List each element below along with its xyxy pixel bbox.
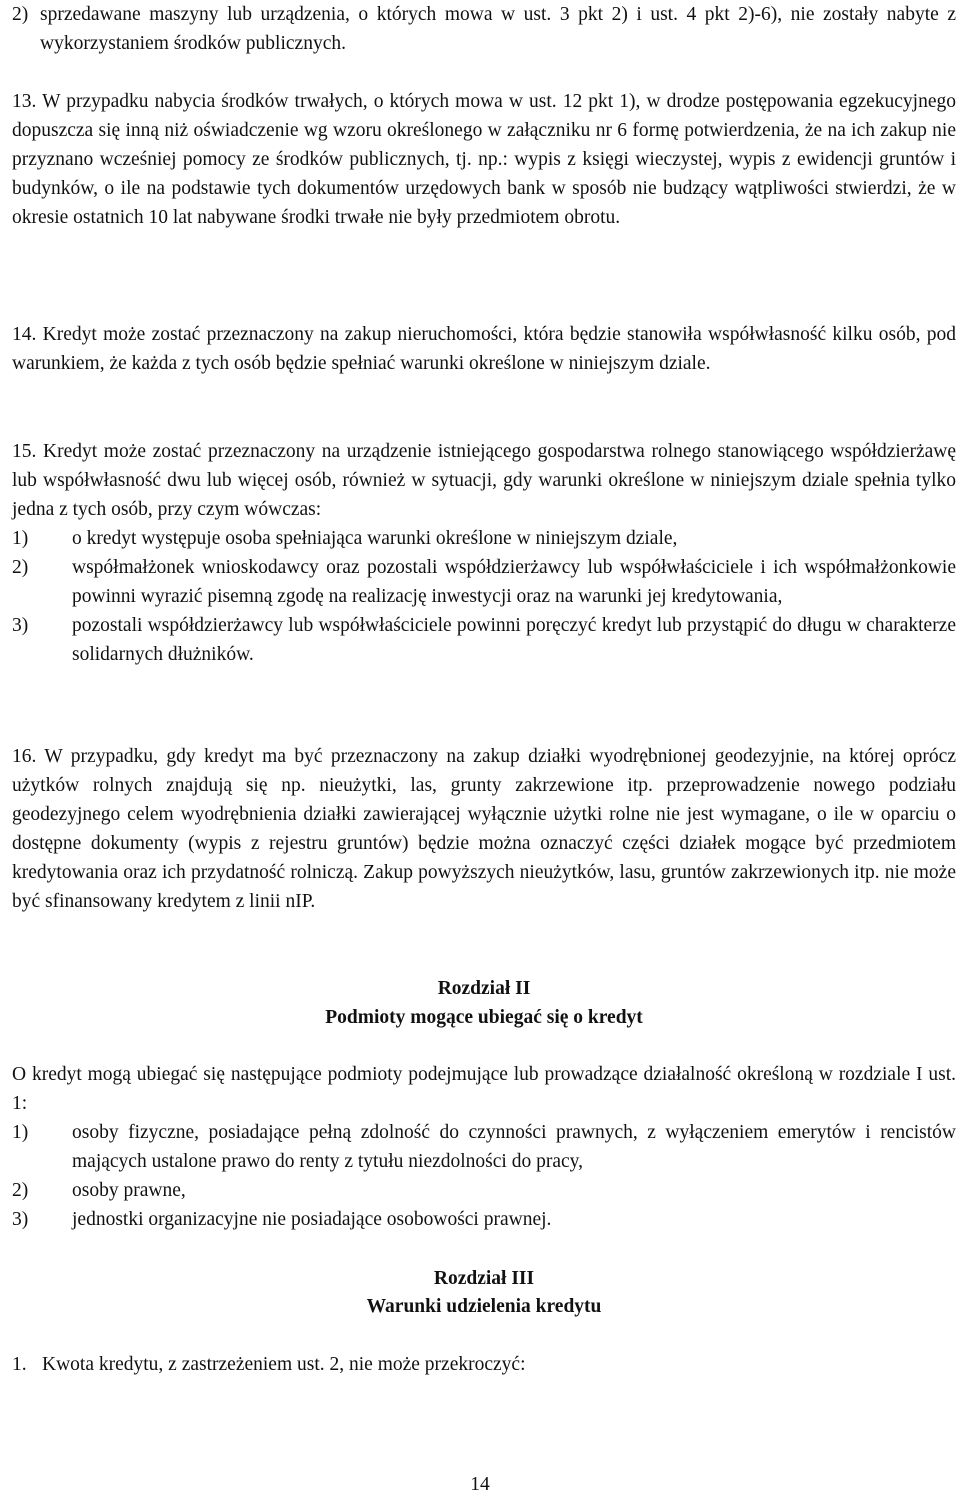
list-number: 1. [12, 1354, 27, 1375]
chapter-2-subtitle: Podmioty mogące ubiegać się o kredyt [325, 1007, 643, 1028]
list-text: osoby fizyczne, posiadające pełną zdolność do czynności prawnych, z wyłączeniem emerytów i rencistów mających ustalone prawo do renty z tytułu niezdolności do pracy, [72, 1122, 956, 1172]
chapter-2-intro: O kredyt mogą ubiegać się następujące podmioty podejmujące lub prowadzące działalność określoną w rozdziale I ust. 1: [12, 1064, 956, 1114]
paragraph-16 [12, 742, 956, 916]
list-text: o kredyt występuje osoba spełniająca warunki określone w niniejszym dziale, [72, 528, 678, 549]
list-item [12, 524, 956, 553]
chapter-2-body [12, 1060, 956, 1234]
paragraph-number: 16. [12, 746, 37, 767]
paragraph-13 [12, 87, 956, 232]
paragraph-16-text [12, 742, 956, 916]
paragraph-14-text [12, 320, 956, 378]
list-number: 2) [12, 557, 29, 578]
chapter-3-subtitle: Warunki udzielenia kredytu [366, 1296, 602, 1317]
list-number: 2) [12, 4, 29, 25]
paragraph-14 [12, 320, 956, 378]
list-item [12, 611, 956, 669]
continued-list-item [12, 0, 956, 58]
paragraph-body: Kredyt może zostać przeznaczony na zakup nieruchomości, która będzie stanowiła współwłasność kilku osób, pod warunkiem, że każda z tych osób będzie spełniać warunki określone w niniejszym dziale. [12, 324, 956, 374]
list-number: 1) [12, 1122, 29, 1143]
list-text: sprzedawane maszyny lub urządzenia, o których mowa w ust. 3 pkt 2) i ust. 4 pkt 2)-6), nie zostały nabyte z wykorzystaniem środków publicznych. [40, 4, 956, 54]
list-item [12, 1118, 956, 1176]
list-text: Kwota kredytu, z zastrzeżeniem ust. 2, nie może przekroczyć: [42, 1354, 526, 1375]
list-item [12, 553, 956, 611]
paragraph-15 [12, 437, 956, 669]
list-number: 3) [12, 1209, 29, 1230]
paragraph-number: 15. [12, 441, 37, 462]
paragraph-body: W przypadku, gdy kredyt ma być przeznaczony na zakup działki wyodrębnionej geodezyjnie, na której oprócz użytków rolnych znajdują się np. nieużytki, las, grunty zakrzewione itp. przeprowadzenie nowego podziału geodezyjnego celem wyodrębnienia działki zawierającej wyłącznie użytki rolne nie jest wymagane, o ile w oparciu o dostępne dokumenty (wypis z rejestru gruntów) będzie można oznaczyć części działek mogące być przedmiotem kredytowania oraz ich przydatność rolniczą. Zakup powyższych nieużytków, lasu, gruntów zakrzewionych itp. nie może być sfinansowany kredytem z linii nIP. [12, 746, 956, 912]
list-text: osoby prawne, [72, 1180, 186, 1201]
chapter-2-title: Rozdział II [437, 978, 531, 999]
page-number: 14 [470, 1474, 490, 1495]
list-number: 1) [12, 528, 29, 549]
list-item [12, 1205, 956, 1234]
list-number: 3) [12, 615, 29, 636]
paragraph-body: W przypadku nabycia środków trwałych, o których mowa w ust. 12 pkt 1), w drodze postępowania egzekucyjnego dopuszcza się inną niż oświadczenie wg wzoru określonego w załączniku nr 6 formę potwierdzenia, że na ich zakup nie przyznano wcześniej pomocy ze środków publicznych, tj. np.: wypis z księgi wieczystej, wypis z ewidencji gruntów i budynków, o ile na podstawie tych dokumentów urzędowych bank w sposób nie budzący wątpliwości stwierdzi, że w okresie ostatnich 10 lat nabywane środki trwałe nie były przedmiotem obrotu. [12, 91, 956, 228]
chapter-3-first-item [12, 1350, 956, 1379]
paragraph-number: 13. [12, 91, 37, 112]
list-item [12, 1176, 956, 1205]
list-number: 2) [12, 1180, 29, 1201]
list-text: jednostki organizacyjne nie posiadające osobowości prawnej. [72, 1209, 552, 1230]
paragraph-15-text [12, 437, 956, 524]
paragraph-13-text [12, 87, 956, 232]
list-text: pozostali współdzierżawcy lub współwłaściciele powinni poręczyć kredyt lub przystąpić do długu w charakterze solidarnych dłużników. [72, 615, 956, 665]
list-text: współmałżonek wnioskodawcy oraz pozostali współdzierżawcy lub współwłaściciele i ich współmałżonkowie powinni wyrazić pisemną zgodę na realizację inwestycji oraz na warunki jej kredytowania, [72, 557, 956, 607]
paragraph-number: 14. [12, 324, 37, 345]
paragraph-body: Kredyt może zostać przeznaczony na urządzenie istniejącego gospodarstwa rolnego stanowiącego współdzierżawę lub współwłasność dwu lub więcej osób, również w sytuacji, gdy warunki określone w niniejszym dziale spełnia tylko jedna z tych osób, przy czym wówczas: [12, 441, 956, 520]
chapter-3-title: Rozdział III [433, 1268, 535, 1289]
